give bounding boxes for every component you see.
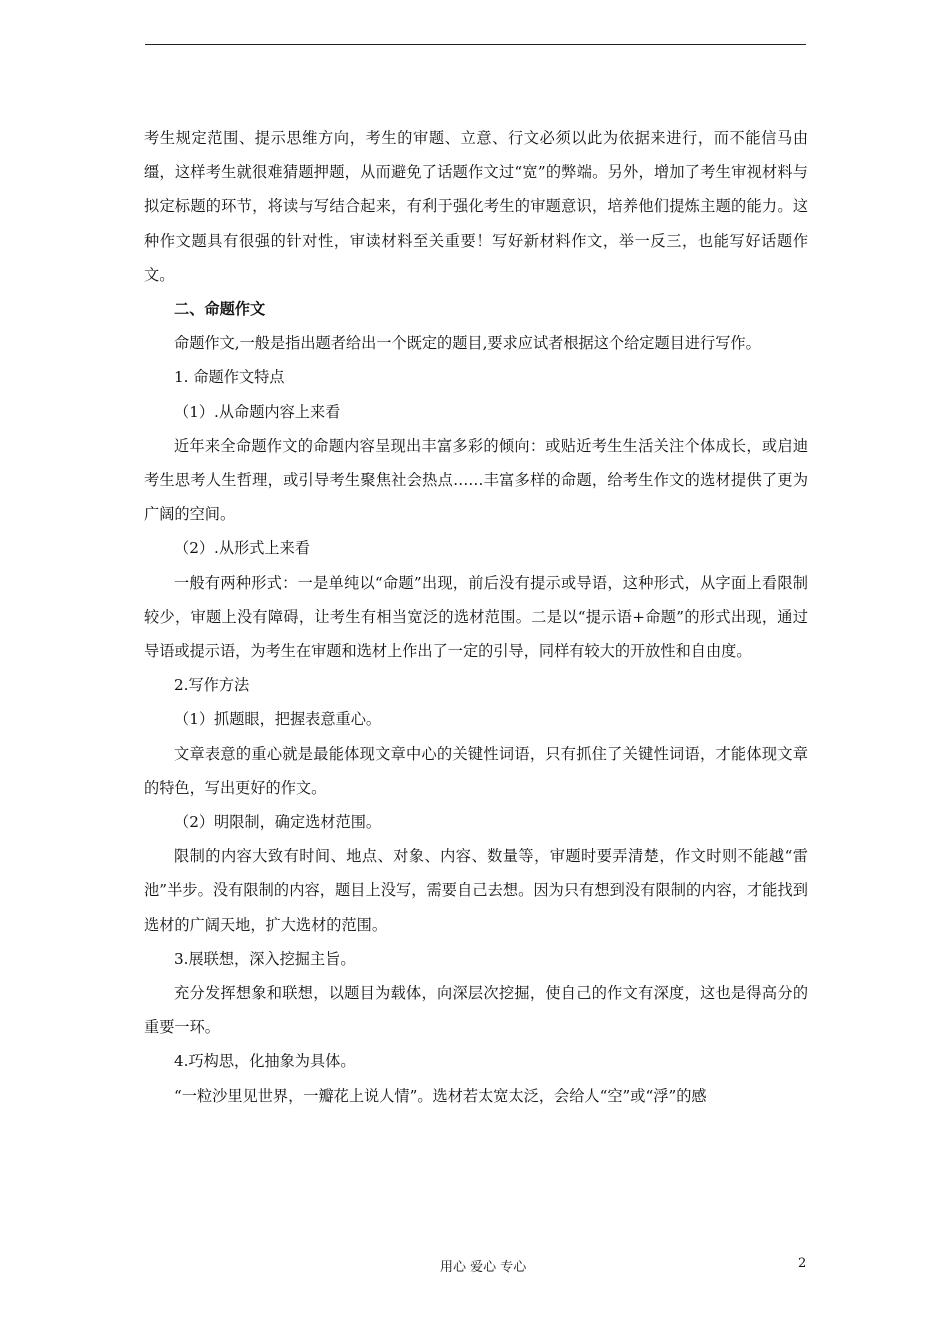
paragraph: 充分发挥想象和联想，以题目为载体，向深层次挖掘，使自己的作文有深度，这也是得高分的重要一环。 [144,984,808,1037]
paragraph: 考生规定范围、提示思维方向，考生的审题、立意、行文必须以此为依据来进行，而不能信马由缰，这样考生就很难猜题押题，从而避免了话题作文过“宽”的弊端。另外，增加了考生审视材料与拟定标题的环节，将读与写结合起来，有利于强化考生的审题意识，培养他们提炼主题的能力。这种作文题具有很强的针对性，审读材料至关重要！写好新材料作文，举一反三，也能写好话题作文。 [144,129,808,284]
paragraph: 限制的内容大致有时间、地点、对象、内容、数量等，审题时要弄清楚，作文时则不能越“雷池”半步。没有限制的内容，题目上没写，需要自己去想。因为只有想到没有限制的内容，才能找到选材的广阔天地，扩大选材的范围。 [144,847,808,934]
paragraph: 文章表意的重心就是最能体现文章中心的关键性词语，只有抓住了关键性词语，才能体现文章的特色，写出更好的作文。 [144,744,808,797]
paragraph: （2）.从形式上来看 [174,539,310,558]
paragraph: （1）抓题眼，把握表意重心。 [174,710,382,729]
document-body [144,121,808,1113]
paragraph: 命题作文,一般是指出题者给出一个既定的题目,要求应试者根据这个给定题目进行写作。 [174,334,761,353]
paragraph: （2）明限制，确定选材范围。 [174,813,382,832]
paragraph: 一般有两种形式：一是单纯以“命题”出现，前后没有提示或导语，这种形式，从字面上看限制较少，审题上没有障碍，让考生有相当宽泛的选材范围。二是以“提示语+命题”的形式出现，通过导语或提示语，为考生在审题和选材上作出了一定的引导，同样有较大的开放性和自由度。 [144,573,808,661]
section-heading: 二、命题作文 [174,300,266,319]
footer-slogan: 用心 爱心 专心 [440,1260,527,1275]
paragraph: 近年来全命题作文的命题内容呈现出丰富多彩的倾向：或贴近考生生活关注个体成长，或启迪考生思考人生哲理，或引导考生聚焦社会热点……丰富多样的命题，给考生作文的选材提供了更为广阔的空间。 [144,436,808,524]
paragraph: “一粒沙里见世界，一瓣花上说人情”。选材若太宽太泛，会给人“空”或“浮”的感 [174,1086,707,1105]
paragraph: 2.写作方法 [174,676,250,695]
paragraph: （1）.从命题内容上来看 [174,402,341,421]
header-rule [145,44,806,45]
page-number: 2 [798,1256,807,1271]
paragraph: 1. 命题作文特点 [174,368,285,387]
paragraph: 4.巧构思，化抽象为具体。 [174,1052,356,1071]
paragraph: 3.展联想，深入挖掘主旨。 [174,949,356,968]
